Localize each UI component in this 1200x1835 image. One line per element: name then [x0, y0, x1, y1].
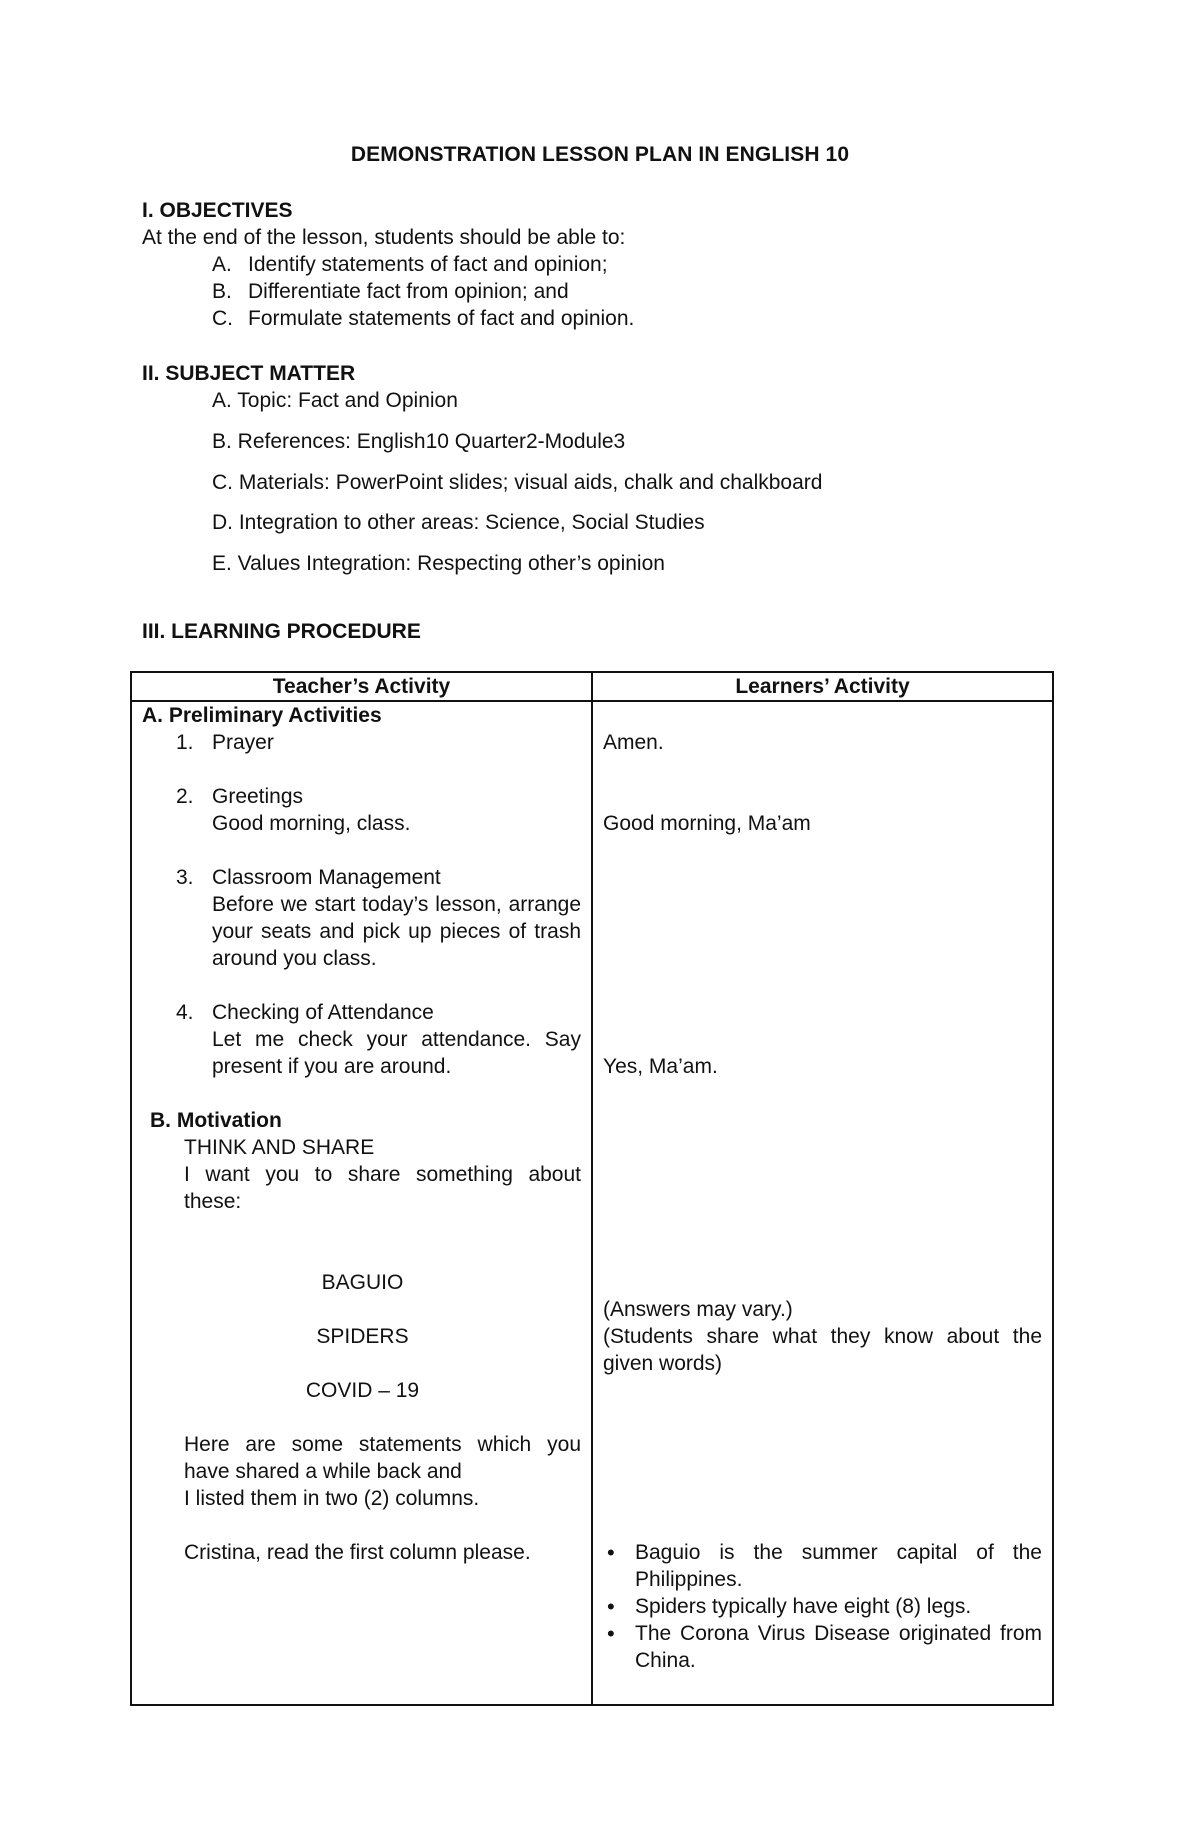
- subject-matter-item: E. Values Integration: Respecting other’s opinion: [212, 552, 665, 575]
- table-row: [131, 701, 1053, 1705]
- statements-intro: Here are some statements which you have shared a while back and: [184, 1433, 581, 1483]
- step-number: 1.: [176, 731, 194, 754]
- statements-intro-2: I listed them in two (2) columns.: [184, 1487, 480, 1510]
- motivation-activity: THINK AND SHARE: [184, 1136, 375, 1159]
- objective-text: Identify statements of fact and opinion;: [248, 253, 608, 276]
- step-body: Let me check your attendance. Say present if you are around.: [212, 1028, 581, 1078]
- step-body: Good morning, class.: [212, 812, 411, 835]
- list-item: • The Corona Virus Disease originated from China.: [603, 1620, 1042, 1674]
- step-number: 2.: [176, 785, 194, 808]
- objective-label: A.: [212, 253, 232, 276]
- objective-label: C.: [212, 307, 233, 330]
- list-item: • Spiders typically have eight (8) legs.: [603, 1593, 1042, 1620]
- motivation-heading: B. Motivation: [150, 1109, 282, 1132]
- procedure-heading: III. LEARNING PROCEDURE: [142, 620, 421, 643]
- objective-text: Differentiate fact from opinion; and: [248, 280, 569, 303]
- list-item: • Baguio is the summer capital of the Philippines.: [603, 1539, 1042, 1593]
- word-baguio: BAGUIO: [321, 1271, 404, 1294]
- teacher-activity-cell: [131, 701, 592, 1705]
- subject-matter-item: B. References: English10 Quarter2-Module3: [212, 430, 626, 453]
- teacher-activity-header: Teacher’s Activity: [131, 672, 592, 701]
- step-number: 4.: [176, 1001, 194, 1024]
- subject-matter-heading: II. SUBJECT MATTER: [142, 362, 356, 385]
- response-students-share: (Students share what they know about the given words): [603, 1325, 1042, 1375]
- response-prayer: Amen.: [603, 731, 664, 754]
- word-covid: COVID – 19: [305, 1379, 420, 1402]
- learners-activity-header: Learners’ Activity: [592, 672, 1053, 701]
- step-title: Checking of Attendance: [212, 1001, 434, 1024]
- read-request: Cristina, read the first column please.: [184, 1541, 531, 1564]
- objective-label: B.: [212, 280, 232, 303]
- objectives-intro: At the end of the lesson, students should be able to:: [142, 226, 626, 249]
- step-title: Prayer: [212, 731, 274, 754]
- document-title: DEMONSTRATION LESSON PLAN IN ENGLISH 10: [350, 143, 850, 166]
- subject-matter-item: A. Topic: Fact and Opinion: [212, 389, 458, 412]
- response-greeting: Good morning, Ma’am: [603, 812, 811, 835]
- objective-item: [212, 278, 569, 305]
- step-body: Before we start today’s lesson, arrange your seats and pick up pieces of trash around you class.: [212, 893, 581, 970]
- objective-item: [212, 305, 634, 332]
- objectives-heading: I. OBJECTIVES: [142, 199, 293, 222]
- preliminary-heading: A. Preliminary Activities: [142, 704, 382, 727]
- step-number: 3.: [176, 866, 194, 889]
- step-title: Greetings: [212, 785, 304, 808]
- subject-matter-item: D. Integration to other areas: Science, Social Studies: [212, 511, 705, 534]
- objective-text: Formulate statements of fact and opinion.: [248, 307, 635, 330]
- motivation-prompt: I want you to share something about these:: [184, 1163, 581, 1213]
- step-title: Classroom Management: [212, 866, 441, 889]
- response-answers-vary: (Answers may vary.): [603, 1298, 793, 1321]
- word-spiders: SPIDERS: [316, 1325, 409, 1348]
- learning-procedure-table: [130, 671, 1054, 1706]
- learners-activity-cell: [592, 701, 1053, 1705]
- response-attendance: Yes, Ma’am.: [603, 1055, 718, 1078]
- subject-matter-item: C. Materials: PowerPoint slides; visual aids, chalk and chalkboard: [212, 471, 823, 494]
- table-header-row: [131, 672, 1053, 701]
- facts-list: [603, 1539, 1042, 1674]
- objective-item: [212, 251, 608, 278]
